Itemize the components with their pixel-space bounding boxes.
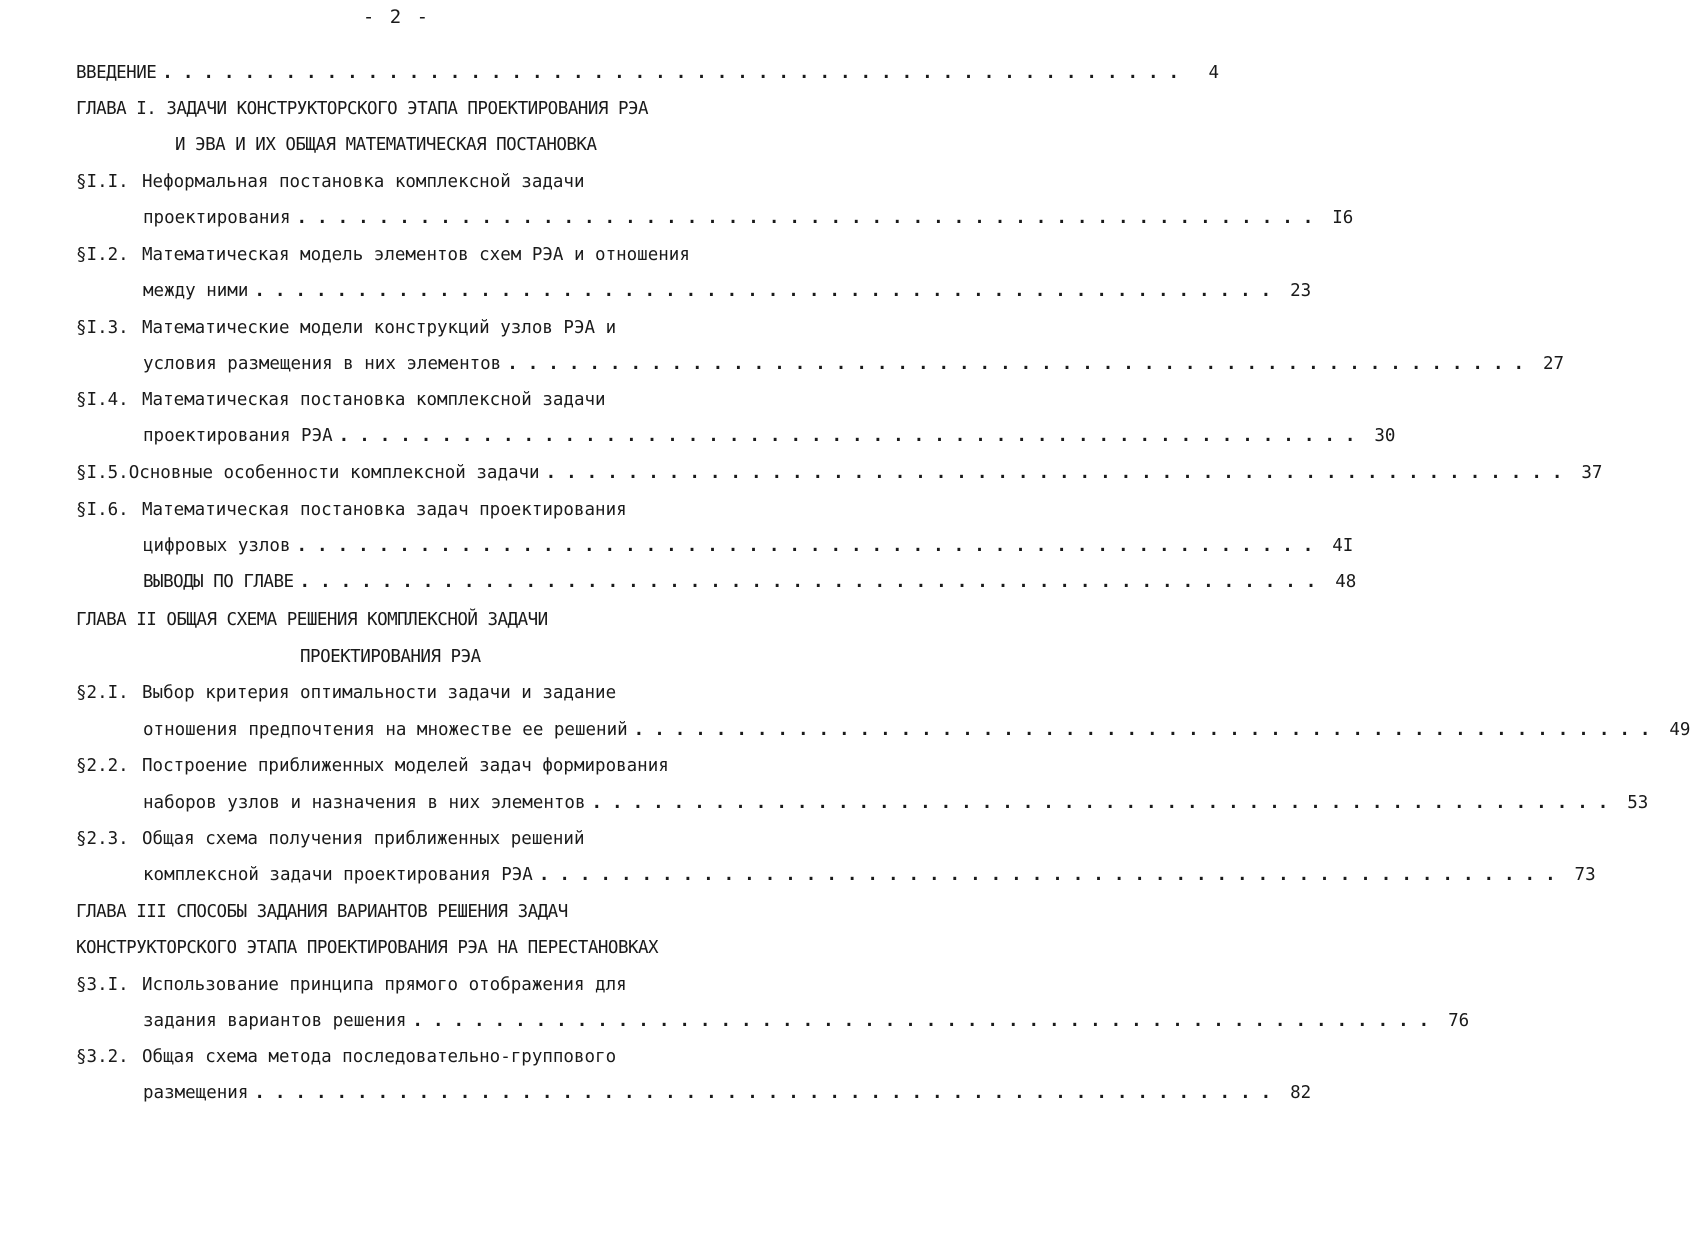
entry-title-line-2: задания вариантов решения bbox=[143, 1011, 407, 1031]
entry-title-line-2: проектирования bbox=[143, 208, 291, 228]
entry-page: 76 bbox=[1448, 1011, 1470, 1031]
chapter-3-heading-line-1: ГЛАВА III СПОСОБЫ ЗАДАНИЯ ВАРИАНТОВ РЕШЕНИЯ ЗАДАЧ bbox=[76, 902, 568, 922]
leader-dots: .................................................. bbox=[296, 208, 1324, 228]
toc-entry-3-1-cont[interactable] bbox=[143, 1006, 1470, 1036]
toc-entry-1-3[interactable] bbox=[76, 313, 616, 343]
section-number: §I.5. bbox=[76, 463, 129, 483]
chapter-3-heading-line-2: КОНСТРУКТОРСКОГО ЭТАПА ПРОЕКТИРОВАНИЯ РЭА НА ПЕРЕСТАНОВКАХ bbox=[76, 938, 659, 958]
entry-title-line-1: Математическая модель элементов схем РЭА и отношения bbox=[142, 245, 690, 265]
leader-dots: .................................................. bbox=[633, 720, 1661, 740]
entry-title-line-2: размещения bbox=[143, 1083, 249, 1103]
section-number: §I.6. bbox=[76, 500, 129, 520]
toc-entry-1-4[interactable] bbox=[76, 385, 606, 415]
section-number: §I.3. bbox=[76, 318, 129, 338]
toc-entry-1-5[interactable] bbox=[76, 458, 1603, 488]
leader-dots: .................................................. bbox=[412, 1011, 1440, 1031]
toc-entry-3-2[interactable] bbox=[76, 1042, 616, 1072]
entry-title-line-1: Общая схема получения приближенных решений bbox=[142, 829, 585, 849]
section-number: §2.2. bbox=[76, 756, 129, 776]
entry-title-line-2: проектирования РЭА bbox=[143, 426, 333, 446]
entry-title-line-2: отношения предпочтения на множестве ее решений bbox=[143, 720, 628, 740]
entry-title: ВВЕДЕНИЕ bbox=[76, 63, 157, 83]
leader-dots: .................................................. bbox=[296, 536, 1324, 556]
entry-page: 27 bbox=[1542, 354, 1565, 374]
toc-entry-2-1-cont[interactable] bbox=[143, 715, 1690, 745]
toc-entry-2-3-cont[interactable] bbox=[143, 860, 1596, 890]
entry-title-line-2: комплексной задачи проектирования РЭА bbox=[143, 865, 533, 885]
chapter-2-heading-line-1: ГЛАВА II ОБЩАЯ СХЕМА РЕШЕНИЯ КОМПЛЕКСНОЙ ЗАДАЧИ bbox=[76, 610, 548, 630]
chapter-1-heading-line-2: И ЭВА И ИХ ОБЩАЯ МАТЕМАТИЧЕСКАЯ ПОСТАНОВКА bbox=[175, 135, 597, 155]
entry-title-line-1: Построение приближенных моделей задач формирования bbox=[142, 756, 669, 776]
toc-entry-3-1[interactable] bbox=[76, 970, 627, 1000]
toc-entry-2-2-cont[interactable] bbox=[143, 788, 1649, 818]
leader-dots: .................................................. bbox=[538, 865, 1566, 885]
entry-page: 53 bbox=[1627, 793, 1649, 813]
section-number: §2.I. bbox=[76, 683, 129, 703]
entry-title-line-1: Математическая постановка задач проектирования bbox=[142, 500, 627, 520]
entry-title-line-2: между ними bbox=[143, 281, 249, 301]
toc-entry-2-1[interactable] bbox=[76, 678, 616, 708]
entry-page: 4 bbox=[1208, 63, 1220, 83]
section-number: §I.2. bbox=[76, 245, 129, 265]
entry-page: 73 bbox=[1574, 865, 1596, 885]
chapter-1-heading-line-1: ГЛАВА I. ЗАДАЧИ КОНСТРУКТОРСКОГО ЭТАПА ПРОЕКТИРОВАНИЯ РЭА bbox=[76, 99, 649, 119]
section-number: §I.4. bbox=[76, 390, 129, 410]
leader-dots: .................................................. bbox=[162, 63, 1190, 83]
toc-entry-1-1[interactable] bbox=[76, 167, 585, 197]
entry-page: 48 bbox=[1335, 572, 1357, 592]
entry-page: 49 bbox=[1669, 720, 1690, 740]
leader-dots: .................................................. bbox=[338, 426, 1366, 446]
toc-entry-3-2-cont[interactable] bbox=[143, 1078, 1312, 1108]
section-number: §3.I. bbox=[76, 975, 129, 995]
toc-entry-2-3[interactable] bbox=[76, 824, 585, 854]
toc-entry-1-6[interactable] bbox=[76, 495, 627, 525]
leader-dots: .................................................. bbox=[507, 354, 1535, 374]
toc-entry-1-6-cont[interactable] bbox=[143, 531, 1354, 561]
toc-entry-1-1-cont[interactable] bbox=[143, 203, 1354, 233]
entry-title-line-1: Использование принципа прямого отображения для bbox=[142, 975, 627, 995]
entry-title-line-1: Выбор критерия оптимальности задачи и задание bbox=[142, 683, 617, 703]
entry-page: 23 bbox=[1290, 281, 1312, 301]
entry-title-line-1: Неформальная постановка комплексной задачи bbox=[142, 172, 585, 192]
entry-title-line-1: Математические модели конструкций узлов РЭА и bbox=[142, 318, 617, 338]
entry-page: 4I bbox=[1332, 536, 1354, 556]
leader-dots: .................................................. bbox=[254, 281, 1282, 301]
section-number: §I.I. bbox=[76, 172, 129, 192]
entry-page: 37 bbox=[1581, 463, 1603, 483]
toc-entry-conclusions[interactable] bbox=[143, 567, 1357, 597]
entry-title-line-2: цифровых узлов bbox=[143, 536, 291, 556]
toc-entry-1-2[interactable] bbox=[76, 240, 690, 270]
entry-title: ВЫВОДЫ ПО ГЛАВЕ bbox=[143, 572, 294, 592]
chapter-2-heading-line-2: ПРОЕКТИРОВАНИЯ РЭА bbox=[300, 647, 481, 667]
entry-page: 82 bbox=[1290, 1083, 1312, 1103]
section-number: §3.2. bbox=[76, 1047, 129, 1067]
section-number: §2.3. bbox=[76, 829, 129, 849]
page-number: - 2 - bbox=[362, 6, 431, 28]
leader-dots: .................................................. bbox=[299, 572, 1327, 592]
toc-entry-intro[interactable] bbox=[76, 58, 1220, 88]
leader-dots: .................................................. bbox=[545, 463, 1573, 483]
entry-title-line-1: Общая схема метода последовательно-группового bbox=[142, 1047, 617, 1067]
toc-entry-1-2-cont[interactable] bbox=[143, 276, 1312, 306]
toc-entry-2-2[interactable] bbox=[76, 751, 669, 781]
entry-title-line-1: Математическая постановка комплексной задачи bbox=[142, 390, 606, 410]
toc-entry-1-4-cont[interactable] bbox=[143, 421, 1396, 451]
entry-title: Основные особенности комплексной задачи bbox=[128, 463, 540, 483]
leader-dots: .................................................. bbox=[591, 793, 1619, 813]
toc-entry-1-3-cont[interactable] bbox=[143, 349, 1565, 379]
entry-page: 30 bbox=[1374, 426, 1396, 446]
entry-title-line-2: наборов узлов и назначения в них элементов bbox=[143, 793, 586, 813]
leader-dots: .................................................. bbox=[254, 1083, 1282, 1103]
entry-title-line-2: условия размещения в них элементов bbox=[143, 354, 502, 374]
entry-page: I6 bbox=[1332, 208, 1354, 228]
